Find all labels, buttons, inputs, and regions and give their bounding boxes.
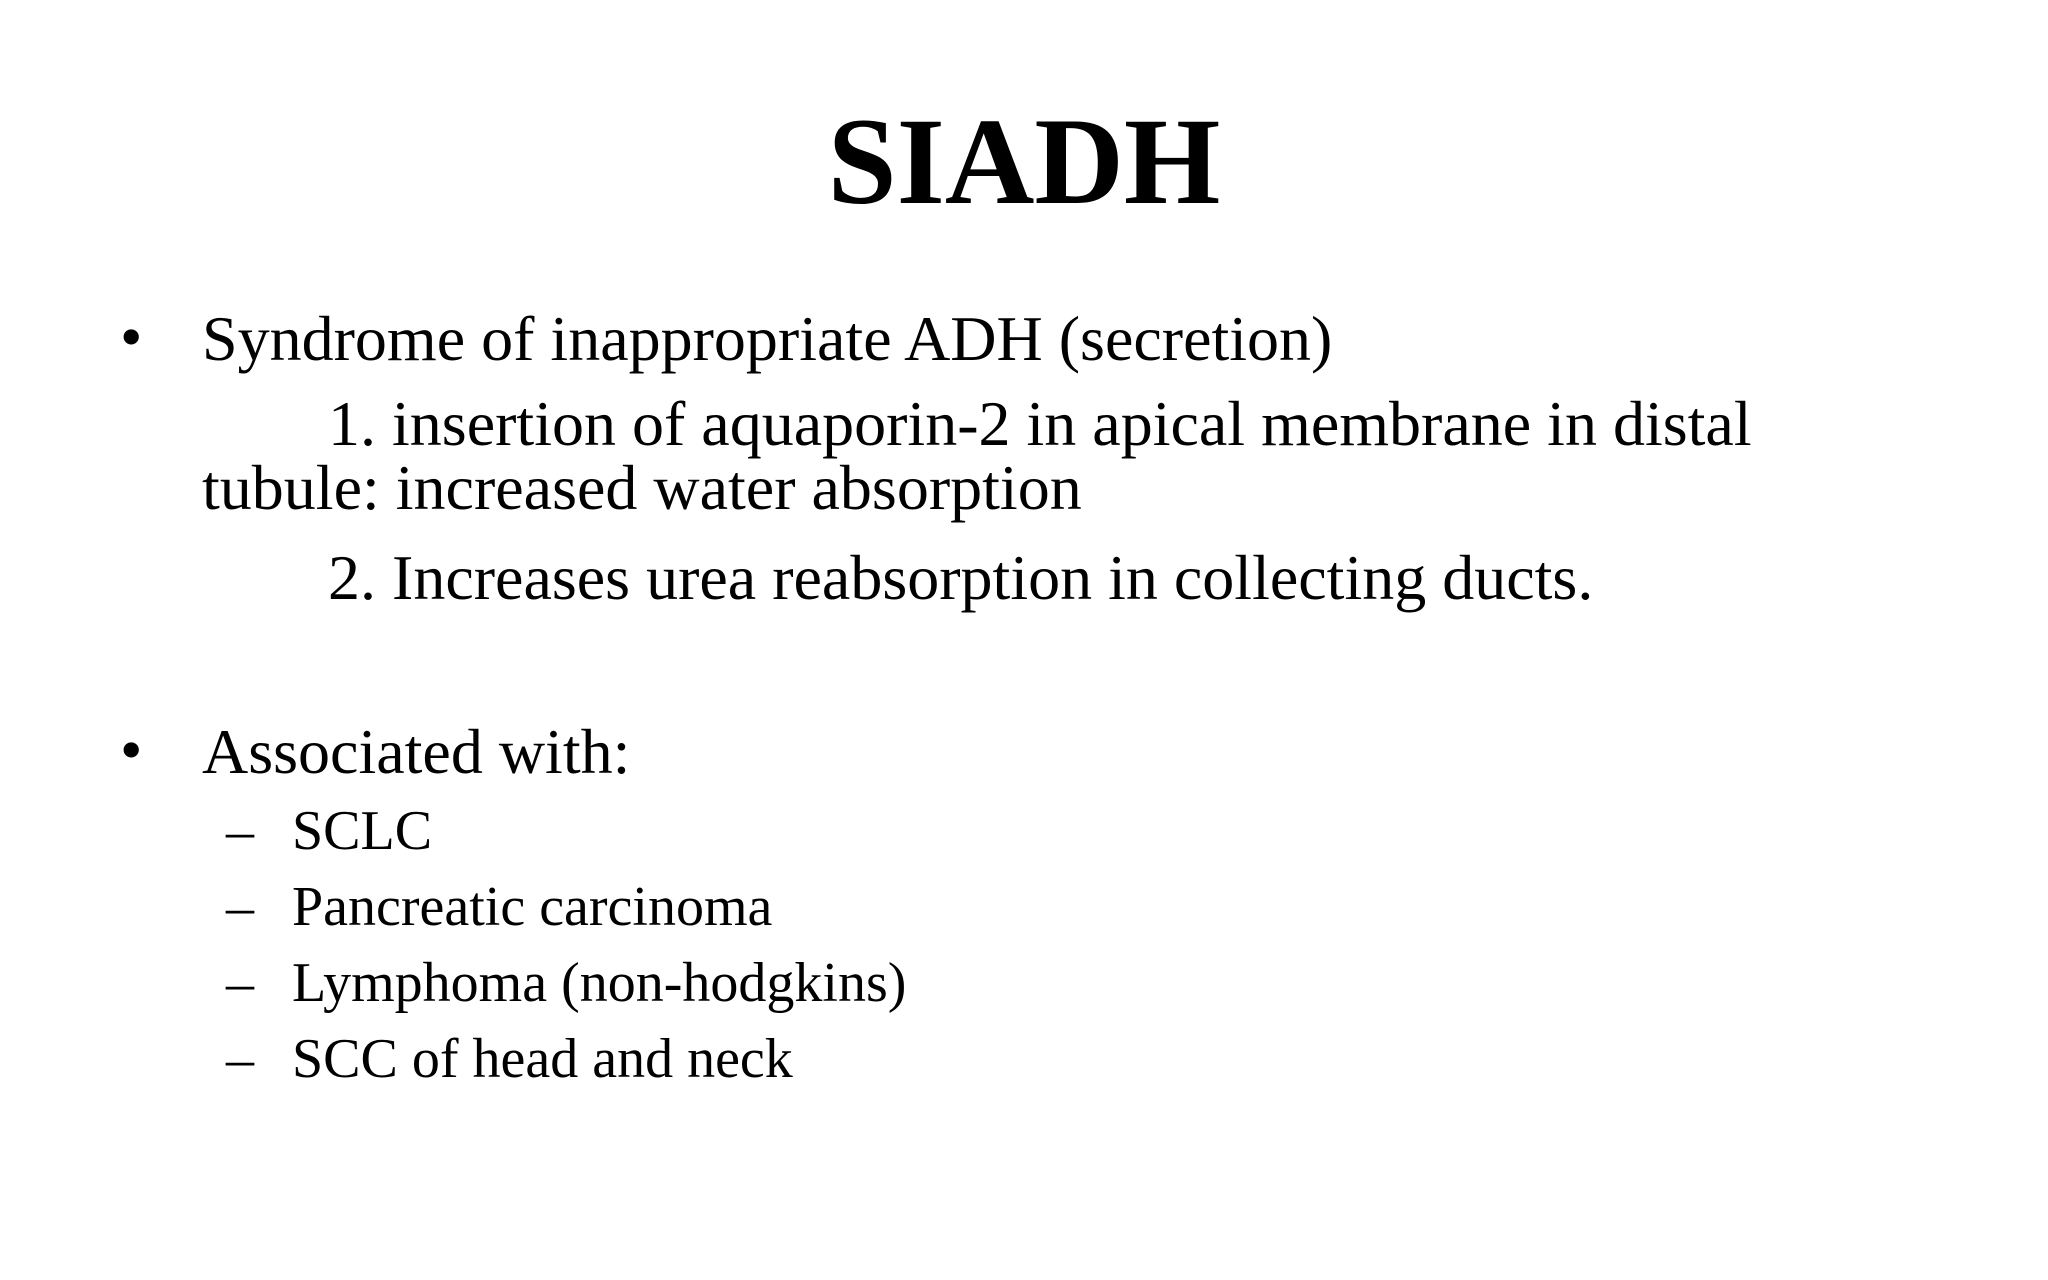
dash-marker: – bbox=[226, 1028, 254, 1090]
detail-item-urea: 2. Increases urea reabsorption in collecting ducts. bbox=[328, 542, 1594, 613]
subitem-sclc: SCLC bbox=[292, 800, 433, 862]
bullet-marker: • bbox=[120, 301, 143, 372]
subitem-pancreatic: Pancreatic carcinoma bbox=[292, 876, 773, 938]
bullet-text-associated: Associated with: bbox=[202, 716, 631, 787]
subitem-lymphoma: Lymphoma (non-hodgkins) bbox=[292, 952, 907, 1014]
bullet-text-syndrome: Syndrome of inappropriate ADH (secretion) bbox=[202, 303, 1333, 374]
dash-marker: – bbox=[226, 952, 254, 1014]
dash-marker: – bbox=[226, 876, 254, 938]
dash-marker: – bbox=[226, 800, 254, 862]
slide-title: SIADH bbox=[827, 93, 1221, 230]
subitem-scc: SCC of head and neck bbox=[292, 1028, 793, 1090]
detail-item-aquaporin: 1. insertion of aquaporin-2 in apical membrane in distal tubule: increased water absorption bbox=[202, 388, 1752, 523]
bullet-marker: • bbox=[120, 714, 143, 785]
